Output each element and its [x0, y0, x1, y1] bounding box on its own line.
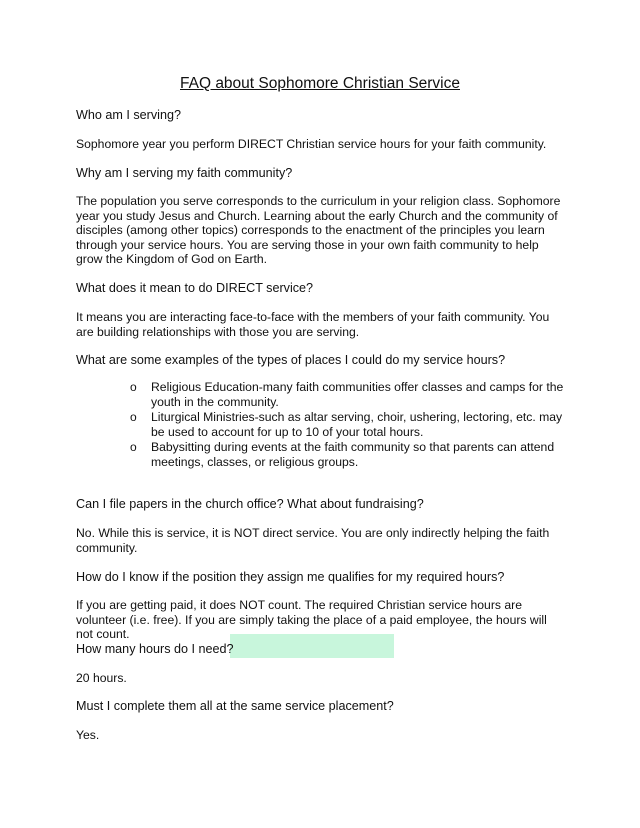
bullet-marker: o [130, 380, 137, 394]
answer-why-serving: The population you serve corresponds to the curriculum in your religion class. Sophomore year you study Jesus and Church. Learning about the early Church and the community of disciples (among other topics) corresponds to the enactment of the principles you learn through your service hours. You are serving those in your own faith community to help grow the Kingdom of God on Earth. [76, 194, 561, 267]
list-item-text: Liturgical Ministries-such as altar serving, choir, ushering, lectoring, etc. may be used to account for up to 10 of your total hours. [151, 410, 563, 439]
question-why-serving: Why am I serving my faith community? [76, 166, 293, 180]
question-file-papers: Can I file papers in the church office? What about fundraising? [76, 497, 424, 511]
question-examples: What are some examples of the types of places I could do my service hours? [76, 353, 506, 367]
list-item [130, 410, 570, 439]
question-position-qualifies: How do I know if the position they assign me qualifies for my required hours? [76, 570, 505, 584]
examples-list [130, 380, 570, 471]
answer-direct-service: It means you are interacting face-to-face with the members of your faith community. You are building relationships with those you are serving. [76, 310, 550, 339]
highlight-box [230, 634, 394, 658]
page-title: FAQ about Sophomore Christian Service [180, 75, 460, 92]
answer-how-many-hours: 20 hours. [76, 671, 127, 685]
bullet-marker: o [130, 410, 137, 425]
answer-position-qualifies: If you are getting paid, it does NOT count. The required Christian service hours are volunteer (i.e. free). If you are simply taking the place of a paid employee, the hours will not count. [76, 598, 547, 642]
question-direct-service: What does it mean to do DIRECT service? [76, 281, 314, 295]
list-item [130, 380, 570, 409]
answer-file-papers: No. While this is service, it is NOT direct service. You are only indirectly helping the faith community. [76, 526, 550, 555]
answer-who-serving: Sophomore year you perform DIRECT Christian service hours for your faith community. [76, 137, 547, 151]
answer-same-placement: Yes. [76, 728, 100, 742]
list-item-text: Babysitting during events at the faith community so that parents can attend meetings, classes, or religious groups. [151, 440, 555, 469]
list-item-text: Religious Education-many faith communities offer classes and camps for the youth in the community. [151, 380, 564, 409]
question-how-many-hours: How many hours do I need? [76, 642, 234, 656]
bullet-marker: o [130, 440, 137, 455]
question-who-serving: Who am I serving? [76, 108, 181, 122]
list-item [130, 440, 570, 469]
question-same-placement: Must I complete them all at the same service placement? [76, 699, 394, 713]
